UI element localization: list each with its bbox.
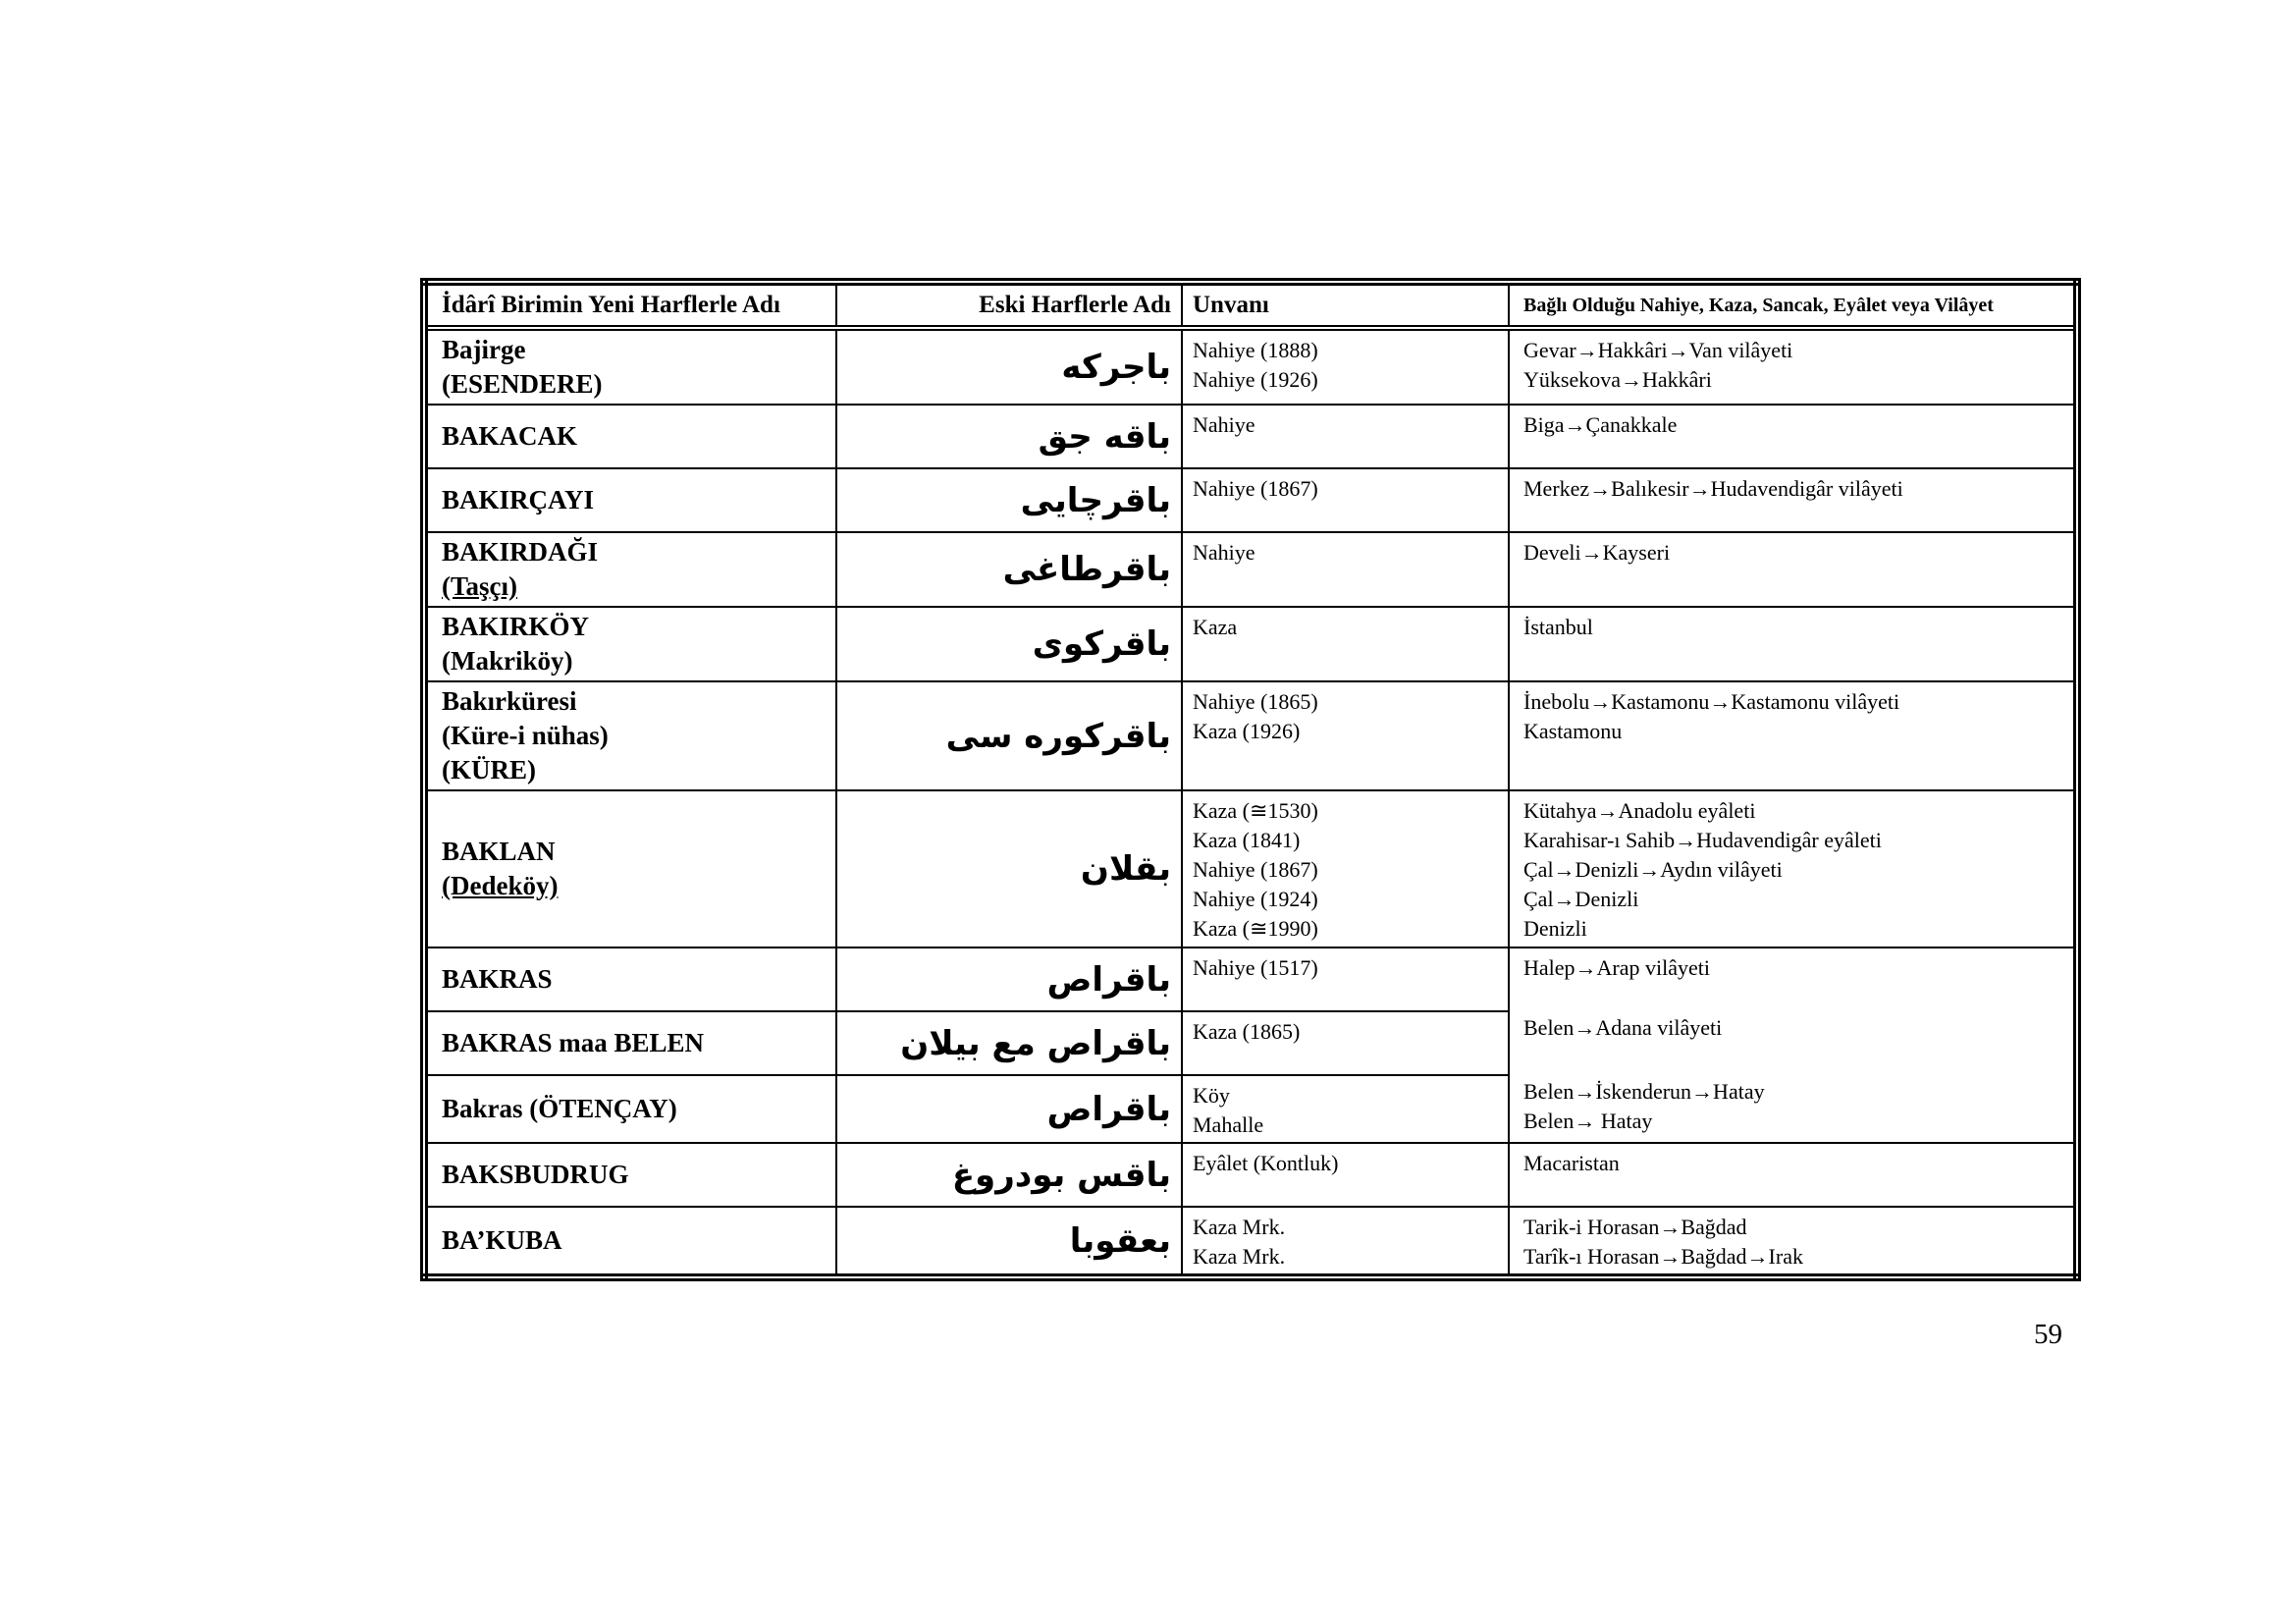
- header-old-letters-name: Eski Harflerle Adı: [836, 282, 1182, 328]
- affiliation-line: Tarîk-ı Horasan→Bağdad→Irak: [1523, 1244, 1803, 1269]
- name-line: (Makriköy): [442, 646, 573, 676]
- name-line: (ESENDERE): [442, 369, 603, 399]
- affiliation-line: İstanbul: [1523, 615, 1593, 639]
- new-letters-name-cell: [424, 947, 836, 1011]
- affiliation-line: Çal→Denizli→Aydın vilâyeti: [1523, 857, 1783, 882]
- title-line: Kaza (1841): [1193, 828, 1301, 852]
- affiliation-line: Belen→Adana vilâyeti: [1523, 1015, 1723, 1040]
- new-letters-name-cell: [424, 405, 836, 468]
- old-letters-name-cell: بقلان: [836, 790, 1182, 947]
- old-letters-name-cell: باقركوى: [836, 607, 1182, 681]
- title-line: Kaza (1865): [1193, 1019, 1301, 1044]
- title-line: Nahiye: [1193, 540, 1255, 565]
- title-cell: [1182, 1207, 1509, 1277]
- title-cell: [1182, 947, 1509, 1011]
- affiliation-line: Karahisar-ı Sahib→Hudavendigâr eyâleti: [1523, 828, 1882, 852]
- title-line: Kaza (≅1530): [1193, 798, 1318, 823]
- affiliation-cell: [1509, 681, 2077, 790]
- title-line: Nahiye (1867): [1193, 476, 1318, 501]
- affiliation-cell: [1509, 1207, 2077, 1277]
- new-letters-name-cell: [424, 468, 836, 532]
- new-letters-name-cell: [424, 1207, 836, 1277]
- affiliation-cell-merged: [1509, 947, 2077, 1143]
- table-row: [424, 607, 2077, 681]
- new-letters-name-cell: [424, 681, 836, 790]
- title-cell: [1182, 1143, 1509, 1207]
- title-cell: [1182, 681, 1509, 790]
- title-cell: [1182, 1011, 1509, 1075]
- table-row: [424, 1207, 2077, 1277]
- title-cell: [1182, 405, 1509, 468]
- table-row: [424, 790, 2077, 947]
- table-row: [424, 1143, 2077, 1207]
- title-line: Eyâlet (Kontluk): [1193, 1151, 1339, 1175]
- table-header-row: [424, 282, 2077, 328]
- affiliation-line: Belen→İskenderun→Hatay: [1523, 1079, 1765, 1104]
- title-line: Kaza: [1193, 615, 1238, 639]
- affiliation-line: Denizli: [1523, 916, 1587, 941]
- affiliation-line: Develi→Kayseri: [1523, 540, 1671, 565]
- old-letters-name-cell: باقراص: [836, 1075, 1182, 1143]
- name-line: BA’KUBA: [442, 1225, 562, 1255]
- table-row: [424, 328, 2077, 405]
- affiliation-cell: [1509, 405, 2077, 468]
- new-letters-name-cell: [424, 1075, 836, 1143]
- name-line: (Küre-i nühas): [442, 721, 609, 750]
- title-line: Nahiye (1924): [1193, 887, 1318, 911]
- affiliation-line: Macaristan: [1523, 1151, 1620, 1175]
- header-title: Unvanı: [1182, 282, 1509, 328]
- old-letters-name-cell: باقس بودروغ: [836, 1143, 1182, 1207]
- name-line: Bakras (ÖTENÇAY): [442, 1094, 677, 1123]
- title-line: Köy: [1193, 1083, 1230, 1108]
- affiliation-band: [1510, 1008, 2073, 1072]
- affiliation-cell: [1509, 468, 2077, 532]
- new-letters-name-cell: [424, 328, 836, 405]
- title-line: Nahiye (1926): [1193, 367, 1318, 392]
- header-affiliation: Bağlı Olduğu Nahiye, Kaza, Sancak, Eyâlet veya Vilâyet: [1509, 282, 2077, 328]
- affiliation-line: Merkez→Balıkesir→Hudavendigâr vilâyeti: [1523, 476, 1903, 501]
- title-cell: [1182, 328, 1509, 405]
- name-line: Bajirge: [442, 335, 526, 364]
- table-row: [424, 681, 2077, 790]
- title-line: Nahiye (1517): [1193, 955, 1318, 980]
- affiliation-line: Belen→ Hatay: [1523, 1109, 1653, 1133]
- affiliation-cell: [1509, 1143, 2077, 1207]
- old-letters-name-cell: باقرطاغى: [836, 532, 1182, 607]
- affiliation-line: Gevar→Hakkâri→Van vilâyeti: [1523, 338, 1793, 362]
- admin-units-table: [420, 278, 2081, 1281]
- title-line: Kaza (1926): [1193, 719, 1301, 743]
- new-letters-name-cell: [424, 532, 836, 607]
- name-line: BAKIRKÖY: [442, 612, 590, 641]
- old-letters-name-cell: باقركوره سى: [836, 681, 1182, 790]
- affiliation-line: Kütahya→Anadolu eyâleti: [1523, 798, 1756, 823]
- title-line: Kaza Mrk.: [1193, 1244, 1286, 1269]
- affiliation-cell: [1509, 790, 2077, 947]
- name-line: BAKLAN: [442, 837, 556, 866]
- old-letters-name-cell: باقرچايى: [836, 468, 1182, 532]
- table-row: [424, 947, 2077, 1011]
- affiliation-line: Çal→Denizli: [1523, 887, 1639, 911]
- title-cell: [1182, 607, 1509, 681]
- new-letters-name-cell: [424, 1011, 836, 1075]
- title-line: Nahiye (1888): [1193, 338, 1318, 362]
- header-new-letters-name: İdârî Birimin Yeni Harflerle Adı: [424, 282, 836, 328]
- new-letters-name-cell: [424, 607, 836, 681]
- title-line: Nahiye: [1193, 412, 1255, 437]
- old-letters-name-cell: باجركه: [836, 328, 1182, 405]
- new-letters-name-cell: [424, 1143, 836, 1207]
- affiliation-line: İnebolu→Kastamonu→Kastamonu vilâyeti: [1523, 689, 1900, 714]
- old-letters-name-cell: بعقوبا: [836, 1207, 1182, 1277]
- name-line: BAKIRDAĞI: [442, 537, 599, 567]
- affiliation-cell: [1509, 532, 2077, 607]
- name-line: (Taşçı): [442, 571, 518, 601]
- affiliation-line: Halep→Arap vilâyeti: [1523, 955, 1710, 980]
- new-letters-name-cell: [424, 790, 836, 947]
- name-line: BAKRAS maa BELEN: [442, 1028, 705, 1057]
- name-line: Bakırküresi: [442, 686, 577, 716]
- title-cell: [1182, 790, 1509, 947]
- title-line: Kaza (≅1990): [1193, 916, 1318, 941]
- page-number: 59: [2034, 1319, 2062, 1350]
- title-line: Nahiye (1867): [1193, 857, 1318, 882]
- affiliation-band: [1510, 948, 2073, 1008]
- name-line: BAKIRÇAYI: [442, 485, 595, 514]
- table-row: [424, 405, 2077, 468]
- title-cell: [1182, 532, 1509, 607]
- old-letters-name-cell: باقراص مع بيلان: [836, 1011, 1182, 1075]
- name-line: BAKRAS: [442, 964, 553, 994]
- name-line: BAKACAK: [442, 421, 578, 451]
- name-line: (KÜRE): [442, 755, 536, 785]
- affiliation-cell: [1509, 607, 2077, 681]
- name-line: BAKSBUDRUG: [442, 1160, 629, 1189]
- title-line: Mahalle: [1193, 1112, 1264, 1137]
- affiliation-band: [1510, 1072, 2073, 1138]
- table-row: [424, 532, 2077, 607]
- affiliation-line: Yüksekova→Hakkâri: [1523, 367, 1712, 392]
- old-letters-name-cell: باقراص: [836, 947, 1182, 1011]
- title-cell: [1182, 468, 1509, 532]
- affiliation-cell: [1509, 328, 2077, 405]
- old-letters-name-cell: باقه جق: [836, 405, 1182, 468]
- table-row: [424, 468, 2077, 532]
- title-line: Kaza Mrk.: [1193, 1215, 1286, 1239]
- affiliation-line: Kastamonu: [1523, 719, 1623, 743]
- name-line: (Dedeköy): [442, 871, 559, 900]
- title-cell: [1182, 1075, 1509, 1143]
- affiliation-line: Biga→Çanakkale: [1523, 412, 1678, 437]
- title-line: Nahiye (1865): [1193, 689, 1318, 714]
- affiliation-line: Tarik-i Horasan→Bağdad: [1523, 1215, 1747, 1239]
